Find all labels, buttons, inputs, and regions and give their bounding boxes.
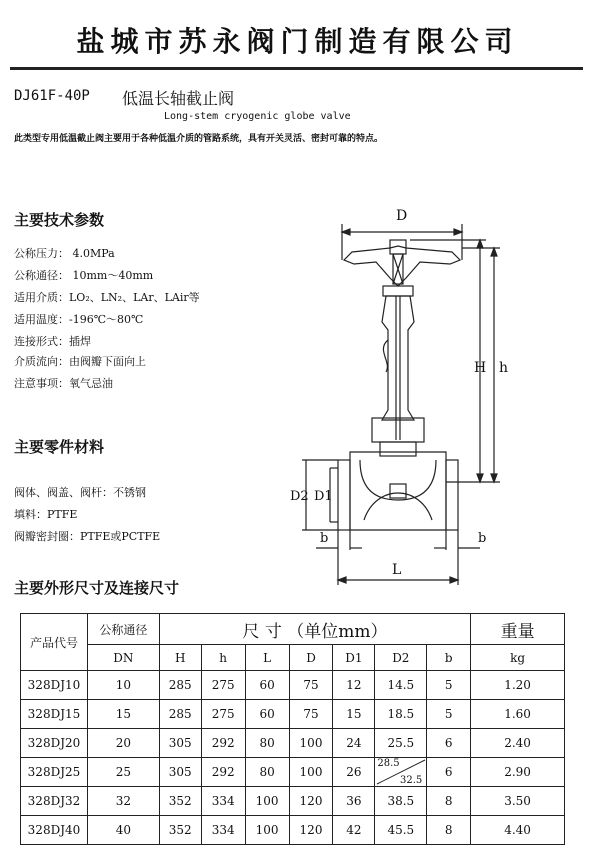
cell-dn: 32 — [87, 787, 159, 816]
company-name: 盐城市苏永阀门制造有限公司 — [76, 25, 519, 58]
spec-medium: 适用介质：LO₂、LN₂、LAr、LAir等 — [14, 291, 200, 304]
cell-H: 305 — [159, 729, 201, 758]
cell-D1: 24 — [333, 729, 375, 758]
cell-L: 60 — [245, 700, 289, 729]
cell-L: 100 — [245, 787, 289, 816]
cell-h: 275 — [201, 671, 245, 700]
dim-label-L: L — [392, 562, 402, 578]
cell-L: 80 — [245, 758, 289, 787]
cell-D: 75 — [289, 700, 333, 729]
cell-h: 275 — [201, 700, 245, 729]
cell-code: 328DJ20 — [21, 729, 88, 758]
cell-dn: 25 — [87, 758, 159, 787]
table-row — [21, 729, 565, 758]
tech-params-heading: 主要技术参数 — [14, 211, 105, 229]
cell-kg: 2.90 — [471, 758, 565, 787]
cell-L: 80 — [245, 729, 289, 758]
cell-D2: 38.5 — [375, 787, 427, 816]
cell-D1: 12 — [333, 671, 375, 700]
header-nominal-diameter: 公称通径 — [87, 614, 159, 645]
material-seal: 阀瓣密封圈：PTFE或PCTFE — [14, 530, 161, 543]
header-dn: DN — [87, 645, 159, 671]
cell-b: 6 — [427, 758, 471, 787]
cell-H: 285 — [159, 700, 201, 729]
spec-diameter: 公称通径： 10mm～40mm — [14, 269, 154, 282]
cell-D1: 36 — [333, 787, 375, 816]
cell-D2-split — [375, 758, 427, 787]
product-name-cn: 低温长轴截止阀 — [122, 89, 235, 108]
cell-b: 8 — [427, 787, 471, 816]
table-row — [21, 700, 565, 729]
dimensions-heading: 主要外形尺寸及连接尺寸 — [14, 579, 180, 597]
cell-h: 334 — [201, 787, 245, 816]
cell-H: 285 — [159, 671, 201, 700]
material-packing: 填料：PTFE — [14, 508, 78, 521]
cell-code: 328DJ32 — [21, 787, 88, 816]
header-col-H: H — [159, 645, 201, 671]
cell-D2: 45.5 — [375, 816, 427, 845]
product-name-en: Long-stem cryogenic globe valve — [164, 111, 351, 122]
spec-notes: 注意事项：氧气忌油 — [14, 377, 113, 390]
cell-D1: 15 — [333, 700, 375, 729]
cell-b: 6 — [427, 729, 471, 758]
material-body: 阀体、阀盖、阀杆：不锈钢 — [14, 486, 146, 499]
cell-code: 328DJ25 — [21, 758, 88, 787]
cell-D: 120 — [289, 787, 333, 816]
table-row — [21, 671, 565, 700]
dim-label-b-right: b — [478, 531, 487, 546]
dim-label-D2: D2 — [290, 489, 309, 504]
header-col-D1: D1 — [333, 645, 375, 671]
cell-h: 292 — [201, 729, 245, 758]
cell-h: 334 — [201, 816, 245, 845]
cell-D2: 25.5 — [375, 729, 427, 758]
spec-connection: 连接形式：插焊 — [14, 335, 91, 348]
cell-D2-b: 32.5 — [400, 775, 423, 786]
cell-code: 328DJ15 — [21, 700, 88, 729]
valve-drawing — [280, 190, 510, 600]
table-row — [21, 758, 565, 787]
cell-kg: 1.20 — [471, 671, 565, 700]
cell-L: 100 — [245, 816, 289, 845]
dim-label-b-left: b — [320, 531, 329, 546]
cell-b: 5 — [427, 671, 471, 700]
spec-temperature: 适用温度：-196℃～80℃ — [14, 313, 144, 326]
table-row — [21, 787, 565, 816]
header-col-D2: D2 — [375, 645, 427, 671]
cell-dn: 40 — [87, 816, 159, 845]
cell-D: 75 — [289, 671, 333, 700]
header-product-code: 产品代号 — [21, 614, 88, 671]
dim-label-D1: D1 — [314, 489, 333, 504]
header-col-h: h — [201, 645, 245, 671]
cell-b: 5 — [427, 700, 471, 729]
cell-D1: 42 — [333, 816, 375, 845]
cell-D2: 18.5 — [375, 700, 427, 729]
cell-H: 305 — [159, 758, 201, 787]
cell-kg: 1.60 — [471, 700, 565, 729]
cell-code: 328DJ10 — [21, 671, 88, 700]
dimensions-table — [20, 613, 565, 845]
header-col-L: L — [245, 645, 289, 671]
cell-D1: 26 — [333, 758, 375, 787]
cell-D2: 14.5 — [375, 671, 427, 700]
header-kg: kg — [471, 645, 565, 671]
cell-D: 100 — [289, 729, 333, 758]
header-weight: 重量 — [471, 614, 565, 645]
cell-L: 60 — [245, 671, 289, 700]
cell-H: 352 — [159, 787, 201, 816]
cell-dn: 20 — [87, 729, 159, 758]
cell-kg: 3.50 — [471, 787, 565, 816]
header-col-b: b — [427, 645, 471, 671]
table-row — [21, 816, 565, 845]
spec-flow-direction: 介质流向：由阀瓣下面向上 — [14, 355, 146, 368]
dim-label-h: h — [499, 360, 509, 376]
cell-D: 120 — [289, 816, 333, 845]
cell-code: 328DJ40 — [21, 816, 88, 845]
header-dimensions: 尺 寸 （单位mm） — [159, 614, 470, 645]
dim-label-D: D — [396, 208, 408, 224]
cell-dn: 10 — [87, 671, 159, 700]
header-rule — [10, 67, 583, 70]
cell-H: 352 — [159, 816, 201, 845]
header-col-D: D — [289, 645, 333, 671]
product-description: 此类型专用低温截止阀主要用于各种低温介质的管路系统，具有开关灵活、密封可靠的特点。 — [14, 134, 384, 144]
cell-kg: 4.40 — [471, 816, 565, 845]
dim-label-H: H — [474, 360, 487, 376]
cell-D2-a: 28.5 — [377, 758, 400, 769]
spec-pressure: 公称压力： 4.0MPa — [14, 247, 115, 260]
model-number: DJ61F-40P — [14, 88, 90, 104]
cell-b: 8 — [427, 816, 471, 845]
cell-h: 292 — [201, 758, 245, 787]
cell-D: 100 — [289, 758, 333, 787]
materials-heading: 主要零件材料 — [14, 438, 105, 456]
cell-dn: 15 — [87, 700, 159, 729]
cell-kg: 2.40 — [471, 729, 565, 758]
